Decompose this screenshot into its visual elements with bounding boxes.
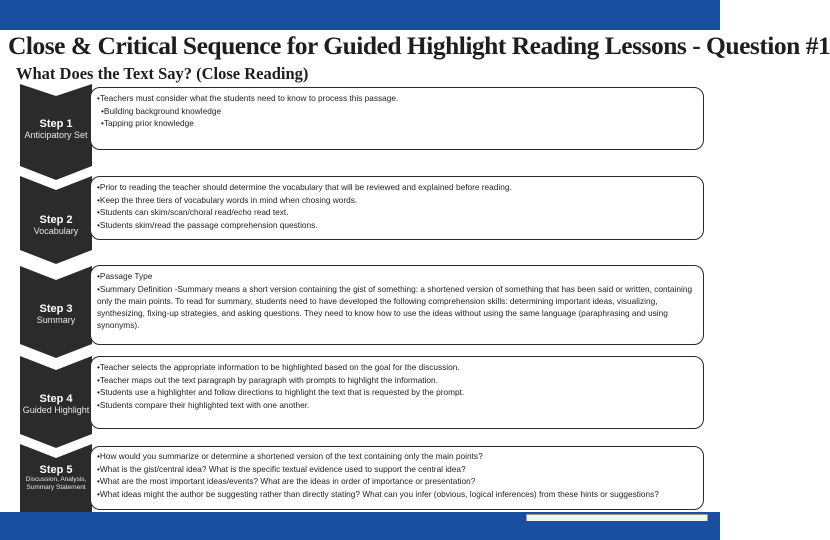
step-3-bullet: •Passage Type [97, 271, 153, 281]
step-4-bullet: •Students use a highlighter and follow directions to highlight the text that is requested by the prompt. [97, 387, 465, 397]
step-3-sublabel: Summary [36, 315, 76, 325]
step-4-chevron [20, 356, 92, 448]
step-5-label: Step 5 [39, 464, 73, 476]
footer-caption-box [526, 514, 708, 521]
step-2-bullet: •Students can skim/scan/choral read/echo read text. [97, 207, 289, 217]
step-5-sublabel: Discussion, Analysis, Summary Statement [25, 476, 87, 491]
step-5-bullet: •What are the most important ideas/events? What are the ideas in order of importance or presentation? [97, 476, 476, 486]
step-5-box [90, 446, 704, 510]
step-2-bullet: •Prior to reading the teacher should determine the vocabulary that will be reviewed and explained before reading. [97, 182, 512, 192]
step-5-bullet: •What is the gist/central idea? What is the specific textual evidence used to support the central idea? [97, 463, 466, 474]
step-1-chevron [20, 84, 92, 180]
step-1-box [90, 87, 704, 150]
step-2-bullet: •Keep the three tiers of vocabulary words in mind when chosing words. [97, 194, 358, 205]
page-title: Close & Critical Sequence for Guided Highlight Reading Lessons - Question #1 [8, 31, 830, 60]
step-2-box [90, 176, 704, 240]
step-2-chevron [20, 176, 92, 264]
step-3-chevron [20, 266, 92, 358]
step-5-bullet: •What ideas might the author be suggesting rather than directly stating? What can you infer (obvious, logical inferences) from these hints or suggestions? [97, 488, 659, 499]
step-1-bullet: •Tapping prior knowledge [101, 118, 194, 128]
step-3-box [90, 265, 704, 345]
step-4-box [90, 356, 704, 429]
step-1-sublabel: Anticipatory Set [24, 130, 88, 140]
step-2-sublabel: Vocabulary [33, 226, 79, 236]
step-4-bullet: •Students compare their highlighted text with one another. [97, 399, 310, 410]
step-5-chevron [20, 444, 92, 512]
step-3-label: Step 3 [39, 303, 73, 315]
top-blue-band [0, 0, 720, 30]
step-4-sublabel: Guided Highlight [22, 405, 90, 415]
step-4-bullet: •Teacher maps out the text paragraph by paragraph with prompts to highlight the information. [97, 374, 438, 385]
step-5-bullet: •How would you summarize or determine a shortened version of the text containing only the main points? [97, 451, 483, 461]
step-1-bullet: •Teachers must consider what the students need to know to process this passage. [97, 93, 399, 103]
step-2-bullet: •Students skim/read the passage comprehension questions. [97, 219, 318, 230]
step-1-bullet: •Building background knowledge [101, 105, 222, 116]
page-subtitle: What Does the Text Say? (Close Reading) [16, 64, 309, 83]
step-3-bullet: •Summary Definition -Summary means a short version containing the gist of something: a shortened version of something that has been said or written, containing only the main points. To read for summary, students need to have developed the following comprehension skills: determining important ideas, visualizing, synthesizing, fixing-up strategies, and asking questions. They need to know how to use the ideas without using the same language (paraphrasing and using synonyms). [97, 283, 693, 331]
step-4-bullet: •Teacher selects the appropriate information to be highlighted based on the goal for the discussion. [97, 362, 460, 372]
step-2-label: Step 2 [39, 214, 73, 226]
step-4-label: Step 4 [39, 393, 73, 405]
step-1-label: Step 1 [39, 118, 73, 130]
